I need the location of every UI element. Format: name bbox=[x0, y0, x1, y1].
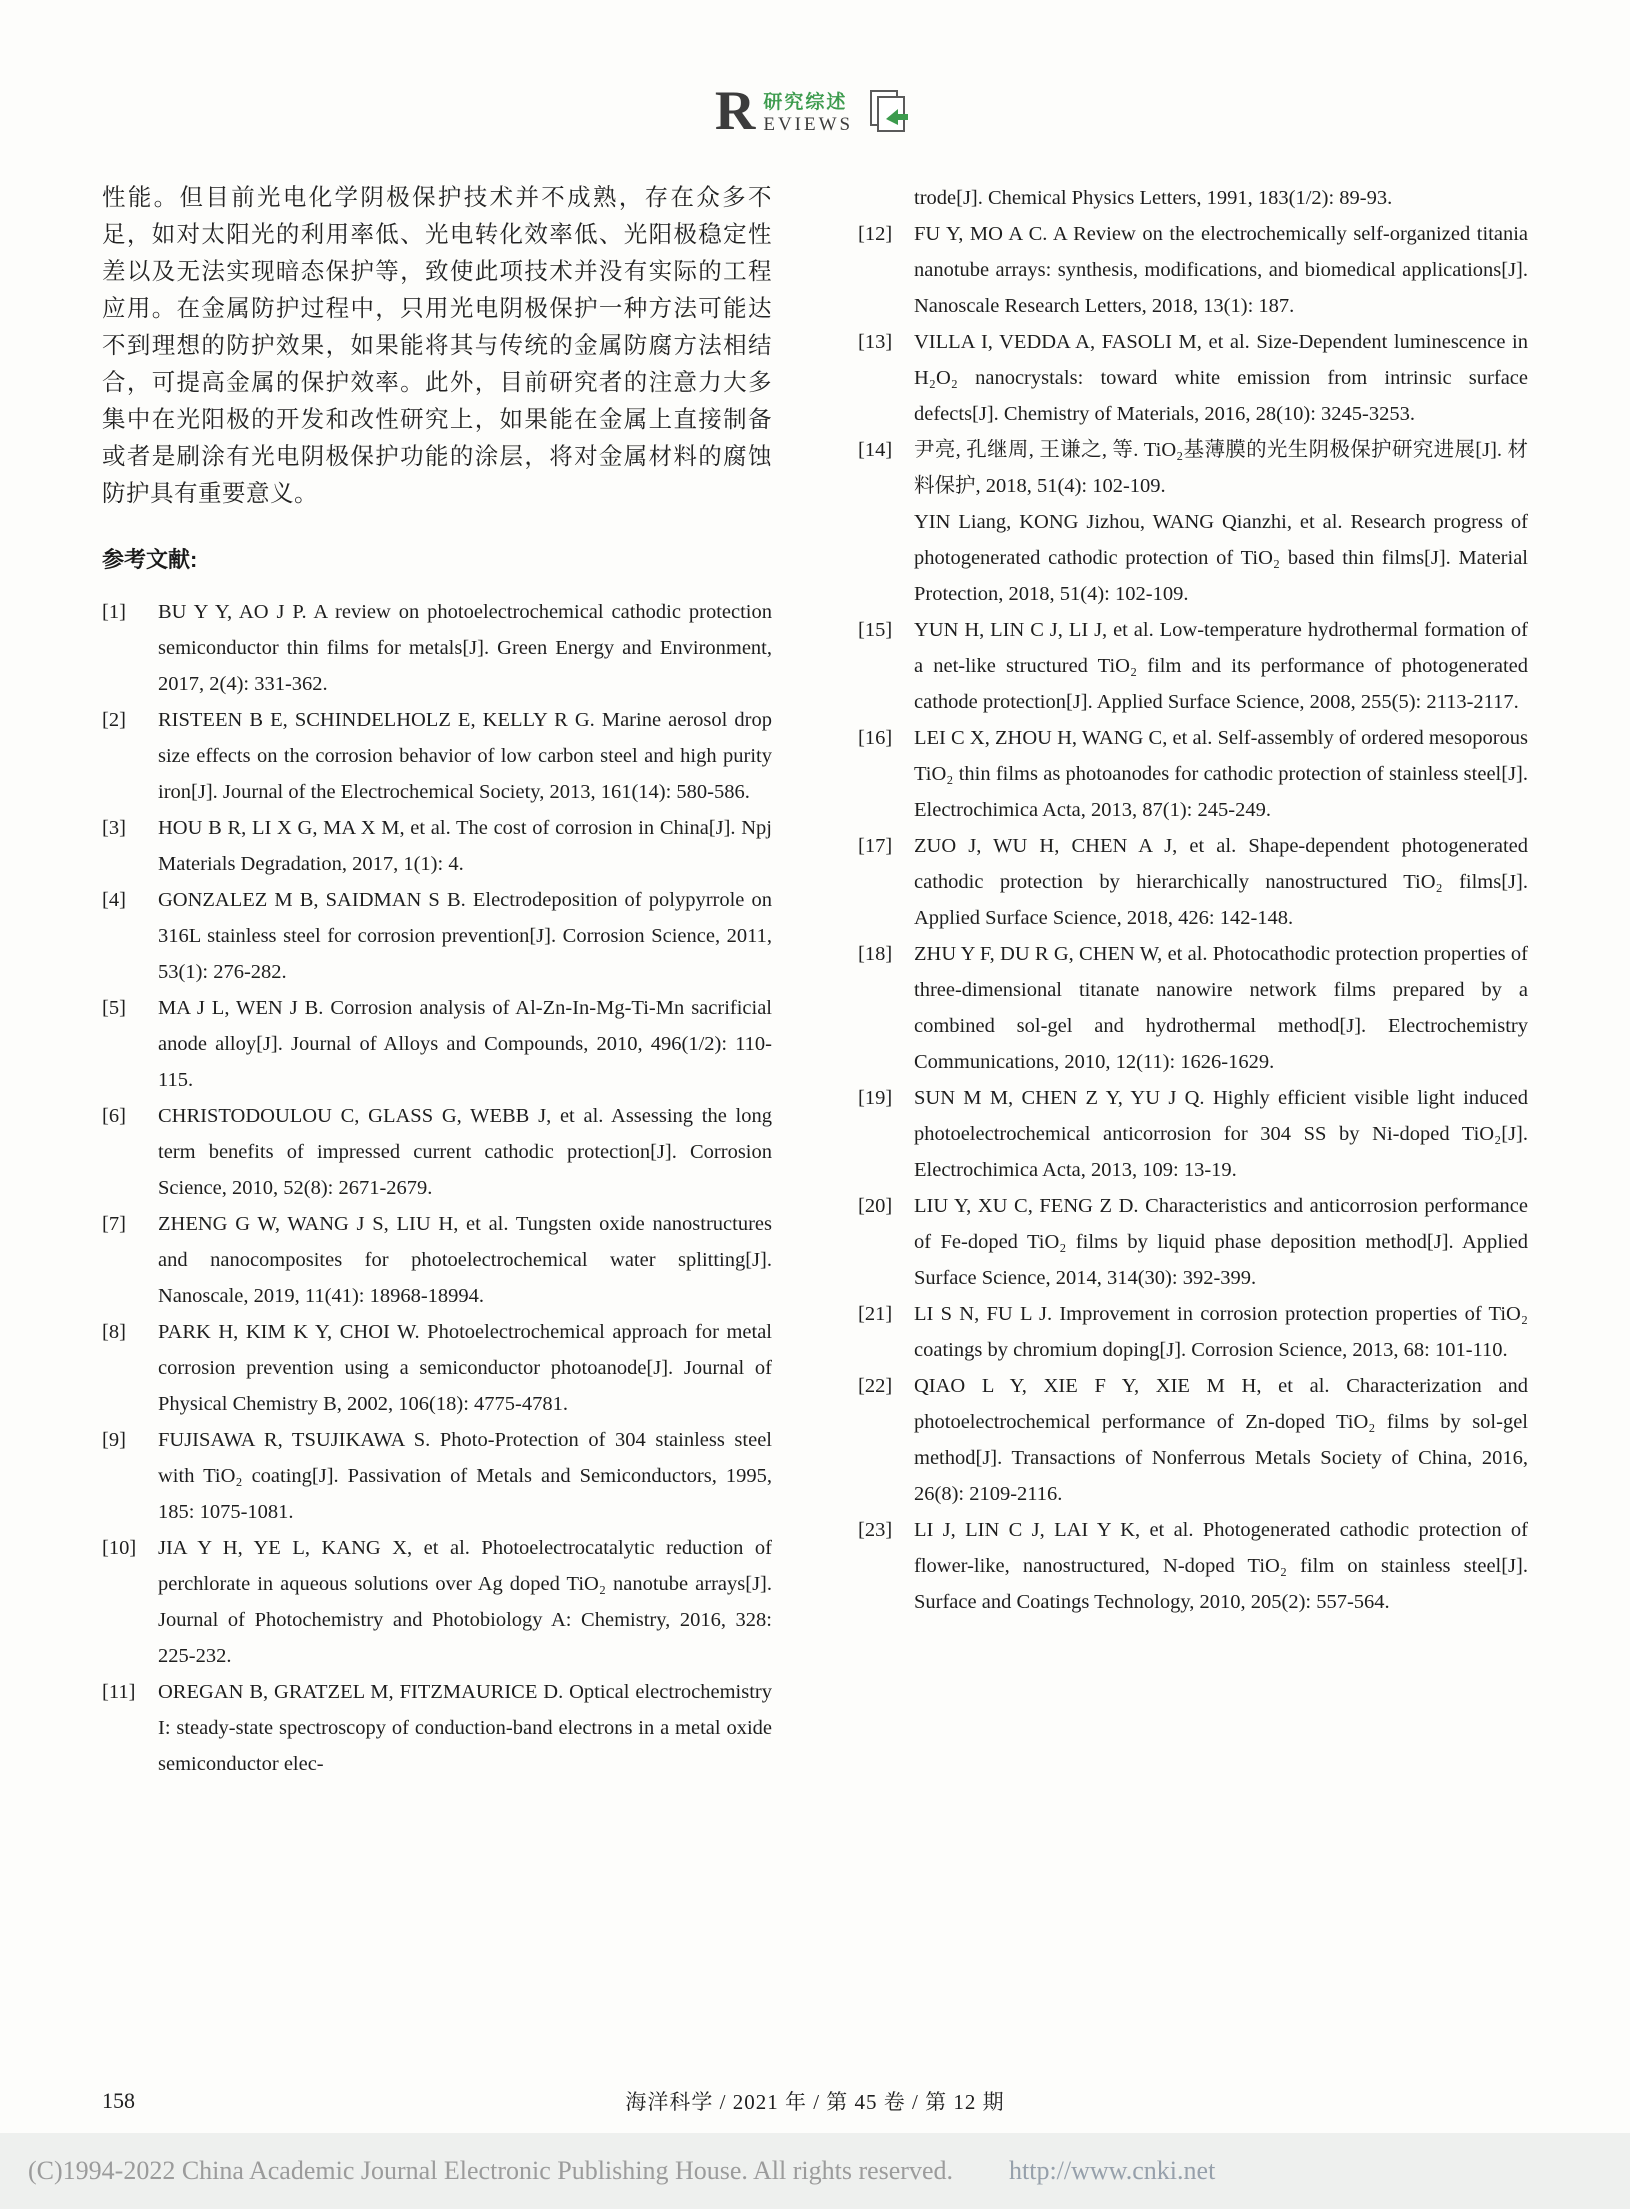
reference-item bbox=[102, 810, 772, 882]
reference-text-primary: VILLA I, VEDDA A, FASOLI M, et al. Size-Dependent luminescence in H₂O₂ nanocrystals: toward white emission from intrinsic surface defects[J]. Chemistry of Materials, 2016, 28(10): 3245-3253. bbox=[914, 331, 1528, 426]
reference-text bbox=[914, 936, 1528, 1080]
reference-text bbox=[158, 882, 772, 990]
reference-item bbox=[102, 882, 772, 990]
reference-item bbox=[858, 216, 1528, 324]
reference-number: [11] bbox=[102, 1681, 136, 1704]
reference-text-primary: ZHENG G W, WANG J S, LIU H, et al. Tungsten oxide nanostructures and nanocomposites for photoelectrochemical water splitting[J]. Nanoscale, 2019, 11(41): 18968-18994. bbox=[158, 1213, 772, 1308]
reference-text-translation: YIN Liang, KONG Jizhou, WANG Qianzhi, et al. Research progress of photogenerated cathodic protection of TiO₂ based thin films[J]. Material Protection, 2018, 51(4): 102-109. bbox=[914, 511, 1528, 606]
reference-text bbox=[158, 1206, 772, 1314]
reference-text-primary: LEI C X, ZHOU H, WANG C, et al. Self-assembly of ordered mesoporous TiO₂ thin films as photoanodes for cathodic protection of stainless steel[J]. Electrochimica Acta, 2013, 87(1): 245-249. bbox=[914, 727, 1528, 822]
reference-text bbox=[158, 1530, 772, 1674]
reference-text-primary: LI J, LIN C J, LAI Y K, et al. Photogenerated cathodic protection of flower-like, nanostructured, N-doped TiO₂ film on stainless steel[J]. Surface and Coatings Technology, 2010, 205(2): 557-564. bbox=[914, 1519, 1528, 1614]
reference-number: [16] bbox=[858, 727, 893, 750]
journal-citation: 海洋科学 / 2021 年 / 第 45 卷 / 第 12 期 bbox=[625, 2090, 1005, 2114]
reference-text bbox=[914, 720, 1528, 828]
reference-item bbox=[102, 990, 772, 1098]
reference-number: [3] bbox=[102, 817, 126, 840]
reference-text-primary: LI S N, FU L J. Improvement in corrosion protection properties of TiO₂ coatings by chromium doping[J]. Corrosion Science, 2013, 68: 101-110. bbox=[914, 1303, 1528, 1362]
intro-paragraph: 性能。但目前光电化学阴极保护技术并不成熟，存在众多不足，如对太阳光的利用率低、光电转化效率低、光阳极稳定性差以及无法实现暗态保护等，致使此项技术并没有实际的工程应用。在金属防护过程中，只用光电阴极保护一种方法可能达不到理想的防护效果，如果能将其与传统的金属防腐方法相结合，可提高金属的保护效率。此外，目前研究者的注意力大多集中在光阳极的开发和改性研究上，如果能在金属上直接制备或者是刷涂有光电阴极保护功能的涂层，将对金属材料的腐蚀防护具有重要意义。 bbox=[102, 185, 772, 508]
reference-item bbox=[858, 324, 1528, 432]
reviews-logo-cn-label: 研究综述 bbox=[763, 91, 848, 113]
copyright-text: (C)1994-2022 China Academic Journal Electronic Publishing House. All rights reserved. bbox=[28, 2156, 953, 2185]
reference-number: [8] bbox=[102, 1321, 126, 1344]
page-footer bbox=[0, 2069, 1630, 2133]
reference-text-primary: YUN H, LIN C J, LI J, et al. Low-temperature hydrothermal formation of a net-like structured TiO₂ film and its performance of photogenerated cathode protection[J]. Applied Surface Science, 2008, 255(5): 2113-2117. bbox=[914, 619, 1528, 714]
reference-text bbox=[914, 828, 1528, 936]
reference-text-primary: BU Y Y, AO J P. A review on photoelectrochemical cathodic protection semiconductor thin films for metals[J]. Green Energy and Environment, 2017, 2(4): 331-362. bbox=[158, 601, 772, 696]
reference-number: [19] bbox=[858, 1087, 893, 1110]
reference-text bbox=[158, 990, 772, 1098]
reference-text bbox=[158, 810, 772, 882]
reference-number: [2] bbox=[102, 709, 126, 732]
reference-text bbox=[158, 1314, 772, 1422]
reference-item bbox=[858, 1080, 1528, 1188]
reference-number: [9] bbox=[102, 1429, 126, 1452]
copyright-bar bbox=[0, 2133, 1630, 2209]
reviews-logo-r: R bbox=[714, 80, 756, 142]
reference-text-primary: ZUO J, WU H, CHEN A J, et al. Shape-dependent photogenerated cathodic protection by hierarchically nanostructured TiO₂ films[J]. Applied Surface Science, 2018, 426: 142-148. bbox=[914, 835, 1528, 930]
reference-item bbox=[102, 1098, 772, 1206]
reference-text-primary: CHRISTODOULOU C, GLASS G, WEBB J, et al. Assessing the long term benefits of impressed current cathodic protection[J]. Corrosion Science, 2010, 52(8): 2671-2679. bbox=[158, 1105, 772, 1200]
reference-text-primary: GONZALEZ M B, SAIDMAN S B. Electrodeposition of polypyrrole on 316L stainless steel for corrosion prevention[J]. Corrosion Science, 2011, 53(1): 276-282. bbox=[158, 889, 772, 984]
reference-text-primary: OREGAN B, GRATZEL M, FITZMAURICE D. Optical electrochemistry I: steady-state spectroscopy of conduction-band electrons in a metal oxide semiconductor elec- bbox=[158, 1681, 772, 1776]
journal-header bbox=[0, 0, 1630, 142]
reference-text-primary: ZHU Y F, DU R G, CHEN W, et al. Photocathodic protection properties of three-dimensional titanate nanowire network films prepared by a combined sol-gel and hydrothermal method[J]. Electrochemistry Communications, 2010, 12(11): 1626-1629. bbox=[914, 943, 1528, 1074]
references-list-left bbox=[102, 594, 772, 1782]
references-list-right bbox=[858, 216, 1528, 1620]
reference-number: [10] bbox=[102, 1537, 137, 1560]
reference-number: [5] bbox=[102, 997, 126, 1020]
reviews-logo-en-label: EVIEWS bbox=[763, 113, 854, 135]
reference-item bbox=[102, 1314, 772, 1422]
reference-item bbox=[858, 1188, 1528, 1296]
reference-text-primary: 尹亮, 孔继周, 王谦之, 等. TiO₂基薄膜的光生阴极保护研究进展[J]. 材料保护, 2018, 51(4): 102-109. bbox=[914, 439, 1528, 498]
reference-number: [21] bbox=[858, 1303, 893, 1326]
reference-text bbox=[914, 1512, 1528, 1620]
reference-number: [23] bbox=[858, 1519, 893, 1542]
reference-text bbox=[914, 612, 1528, 720]
reference-text bbox=[914, 1188, 1528, 1296]
reference-number: [14] bbox=[858, 439, 893, 462]
reference-continuation: trode[J]. Chemical Physics Letters, 1991, 183(1/2): 89-93. bbox=[914, 187, 1393, 210]
reference-text-primary: LIU Y, XU C, FENG Z D. Characteristics and anticorrosion performance of Fe-doped TiO₂ films by liquid phase deposition method[J]. Applied Surface Science, 2014, 314(30): 392-399. bbox=[914, 1195, 1528, 1290]
reference-number: [13] bbox=[858, 331, 893, 354]
reference-number: [18] bbox=[858, 943, 893, 966]
reference-item bbox=[102, 594, 772, 702]
reference-text bbox=[158, 1674, 772, 1782]
reference-text-primary: FU Y, MO A C. A Review on the electrochemically self-organized titania nanotube arrays: synthesis, modifications, and biomedical applications[J]. Nanoscale Research Letters, 2018, 13(1): 187. bbox=[914, 223, 1528, 318]
reference-text-primary: SUN M M, CHEN Z Y, YU J Q. Highly efficient visible light induced photoelectrochemical anticorrosion for 304 SS by Ni-doped TiO₂[J]. Electrochimica Acta, 2013, 109: 13-19. bbox=[914, 1087, 1528, 1182]
left-column bbox=[102, 180, 772, 1782]
reference-item bbox=[858, 612, 1528, 720]
reference-text bbox=[914, 216, 1528, 324]
reference-text bbox=[914, 432, 1528, 612]
document-pages-icon bbox=[865, 87, 915, 135]
reference-item bbox=[858, 828, 1528, 936]
references-heading: 参考文献: bbox=[102, 547, 198, 573]
reference-text-primary: MA J L, WEN J B. Corrosion analysis of Al-Zn-In-Mg-Ti-Mn sacrificial anode alloy[J]. Journal of Alloys and Compounds, 2010, 496(1/2): 110-115. bbox=[158, 997, 772, 1092]
reference-item bbox=[102, 702, 772, 810]
reference-number: [17] bbox=[858, 835, 893, 858]
reference-number: [7] bbox=[102, 1213, 126, 1236]
reference-text-primary: PARK H, KIM K Y, CHOI W. Photoelectrochemical approach for metal corrosion prevention using a semiconductor photoanode[J]. Journal of Physical Chemistry B, 2002, 106(18): 4775-4781. bbox=[158, 1321, 772, 1416]
reference-number: [1] bbox=[102, 601, 126, 624]
reference-text bbox=[158, 1098, 772, 1206]
reference-text-primary: QIAO L Y, XIE F Y, XIE M H, et al. Characterization and photoelectrochemical performance of Zn-doped TiO₂ films by sol-gel method[J]. Transactions of Nonferrous Metals Society of China, 2016, 26(8): 2109-2116. bbox=[914, 1375, 1528, 1506]
reviews-logo bbox=[714, 80, 915, 142]
reference-number: [12] bbox=[858, 223, 893, 246]
reference-number: [4] bbox=[102, 889, 126, 912]
reference-item bbox=[858, 432, 1528, 612]
two-column-body bbox=[0, 136, 1630, 2069]
reference-text bbox=[914, 324, 1528, 432]
reference-item bbox=[102, 1674, 772, 1782]
reference-text bbox=[914, 1080, 1528, 1188]
reference-text bbox=[914, 1368, 1528, 1512]
reference-item bbox=[102, 1530, 772, 1674]
reference-item bbox=[858, 1368, 1528, 1512]
reference-number: [20] bbox=[858, 1195, 893, 1218]
reference-text bbox=[158, 594, 772, 702]
reference-item bbox=[858, 720, 1528, 828]
reference-item bbox=[102, 1422, 772, 1530]
reference-text-primary: JIA Y H, YE L, KANG X, et al. Photoelectrocatalytic reduction of perchlorate in aqueous solutions over Ag doped TiO₂ nanotube arrays[J]. Journal of Photochemistry and Photobiology A: Chemistry, 2016, 328: 225-232. bbox=[158, 1537, 772, 1668]
reference-text bbox=[158, 702, 772, 810]
reference-number: [6] bbox=[102, 1105, 126, 1128]
cnki-url-link[interactable]: http://www.cnki.net bbox=[1009, 2156, 1216, 2185]
reference-item bbox=[858, 936, 1528, 1080]
reference-item bbox=[858, 1296, 1528, 1368]
page-number: 158 bbox=[102, 2088, 135, 2113]
reference-text-primary: RISTEEN B E, SCHINDELHOLZ E, KELLY R G. Marine aerosol drop size effects on the corrosion behavior of low carbon steel and high purity iron[J]. Journal of the Electrochemical Society, 2013, 161(14): 580-586. bbox=[158, 709, 772, 804]
reference-item bbox=[102, 1206, 772, 1314]
right-column bbox=[858, 180, 1528, 1620]
reference-text bbox=[158, 1422, 772, 1530]
reference-number: [15] bbox=[858, 619, 893, 642]
reference-text-primary: HOU B R, LI X G, MA X M, et al. The cost of corrosion in China[J]. Npj Materials Degradation, 2017, 1(1): 4. bbox=[158, 817, 772, 876]
reference-number: [22] bbox=[858, 1375, 893, 1398]
reference-text bbox=[914, 1296, 1528, 1368]
reference-item bbox=[858, 1512, 1528, 1620]
reference-text-primary: FUJISAWA R, TSUJIKAWA S. Photo-Protection of 304 stainless steel with TiO₂ coating[J]. Passivation of Metals and Semiconductors, 1995, 185: 1075-1081. bbox=[158, 1429, 772, 1524]
